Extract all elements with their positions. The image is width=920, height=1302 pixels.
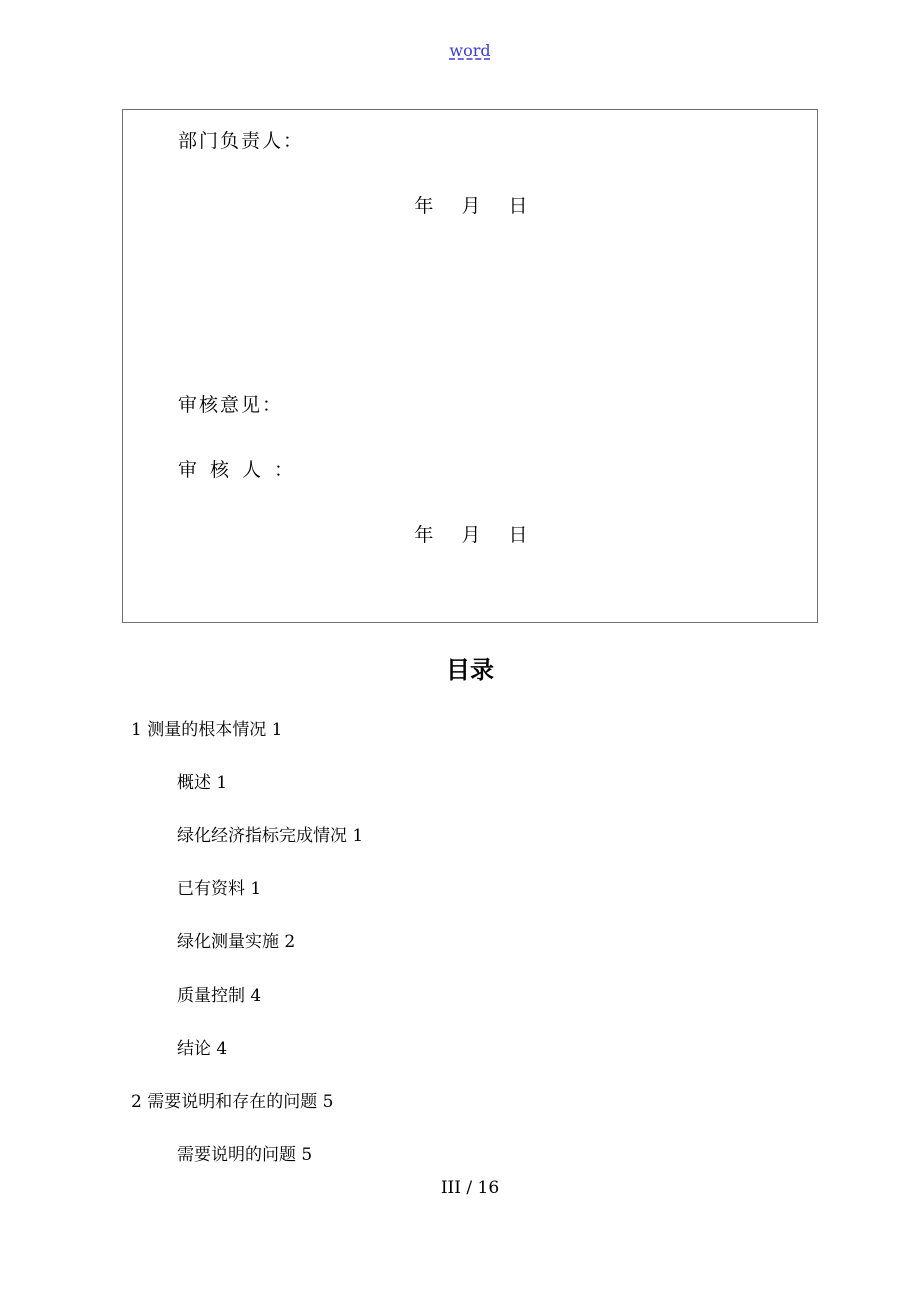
toc-title: 目录 xyxy=(446,656,494,684)
header-word-link[interactable]: word xyxy=(449,41,491,60)
reviewer-label: 审核人： xyxy=(178,459,307,481)
date-day-bottom: 日 xyxy=(508,524,528,546)
date-year-top: 年 xyxy=(414,195,434,217)
date-year-bottom: 年 xyxy=(414,524,434,546)
approval-form-box xyxy=(122,109,818,623)
date-line-bottom xyxy=(123,520,819,547)
toc-item[interactable]: 概述 1 xyxy=(177,773,228,793)
toc-item[interactable]: 绿化测量实施 2 xyxy=(177,932,296,952)
review-opinion-label: 审核意见： xyxy=(178,394,284,416)
date-line-top xyxy=(123,191,819,218)
toc-item[interactable]: 2 需要说明和存在的问题 5 xyxy=(131,1092,334,1112)
page-number: III / 16 xyxy=(440,1178,500,1198)
date-month-top: 月 xyxy=(461,195,481,217)
toc-item[interactable]: 绿化经济指标完成情况 1 xyxy=(177,826,364,846)
date-month-bottom: 月 xyxy=(461,524,481,546)
toc-item[interactable]: 1 测量的根本情况 1 xyxy=(131,720,283,740)
dept-head-label: 部门负责人： xyxy=(178,130,305,152)
toc-item[interactable]: 结论 4 xyxy=(177,1039,228,1059)
date-day-top: 日 xyxy=(508,195,528,217)
toc-item[interactable]: 需要说明的问题 5 xyxy=(177,1145,313,1165)
toc-item[interactable]: 质量控制 4 xyxy=(177,986,262,1006)
toc-item[interactable]: 已有资料 1 xyxy=(177,879,262,899)
